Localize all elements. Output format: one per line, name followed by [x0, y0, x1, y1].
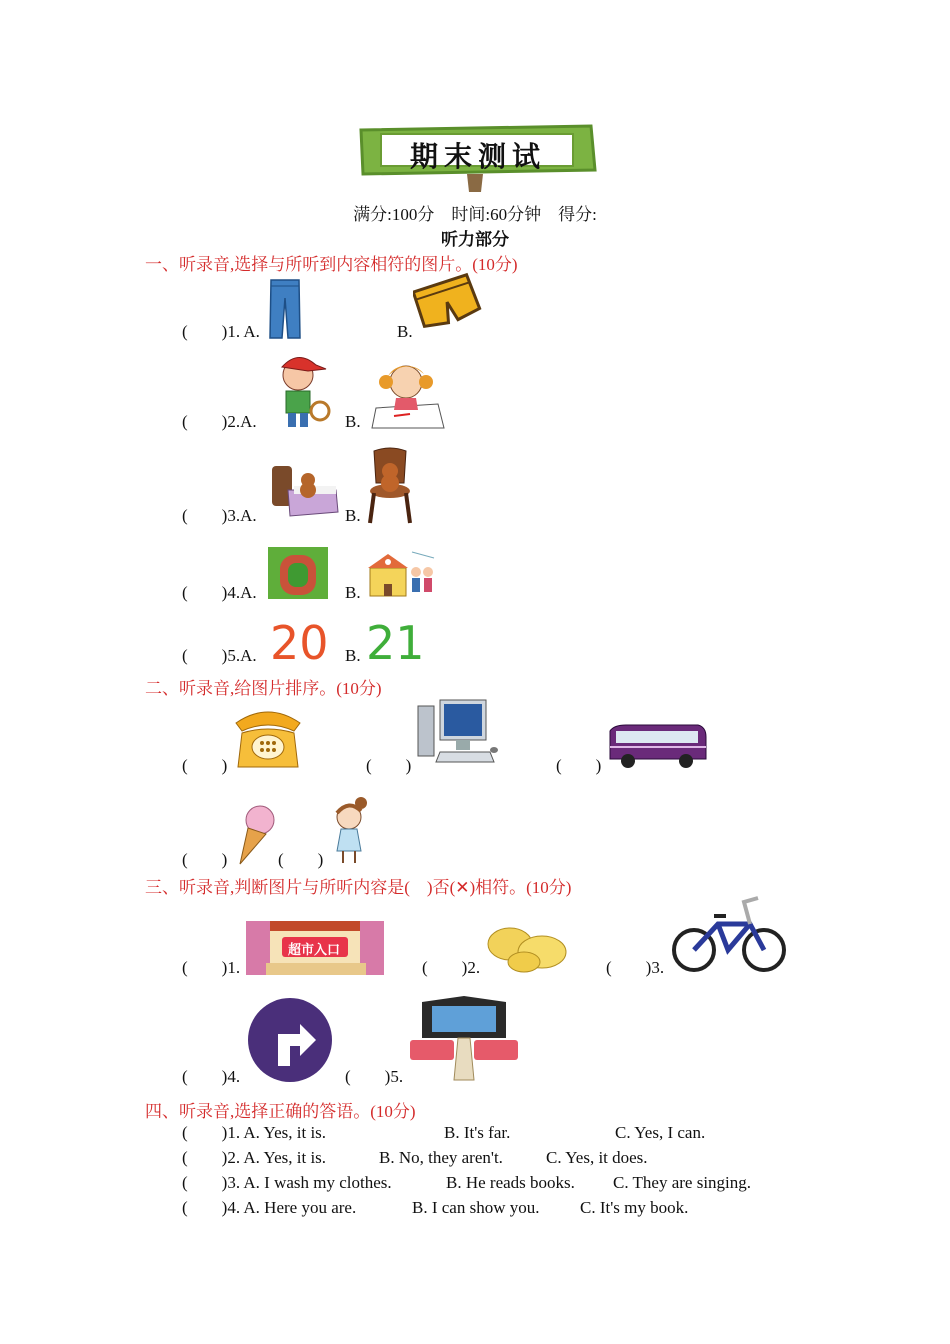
s1-item3-b: B. — [345, 506, 361, 525]
s1-item3-prefix: ( )3.A. — [182, 506, 257, 525]
s1-item2-b: B. — [345, 412, 361, 431]
bed-with-teddy-icon — [268, 460, 340, 524]
section1-heading: 一、听录音,选择与所听到内容相符的图片。(10分) — [145, 255, 518, 274]
girl-drawing-icon — [366, 352, 448, 430]
jeans-icon — [268, 278, 302, 340]
chair-with-teddy-icon — [364, 447, 416, 525]
s4-row2-b: B. No, they aren't. — [379, 1148, 503, 1167]
s3-item1: ( )1. — [182, 958, 241, 977]
s3-item2: ( )2. — [422, 958, 481, 977]
s2-blank4: ( ) — [182, 850, 228, 869]
page-title: 期末测试 — [409, 140, 546, 173]
s4-row1-c: C. Yes, I can. — [615, 1123, 706, 1142]
s3-item5: ( )5. — [345, 1067, 404, 1086]
number-21: 21 — [366, 616, 425, 670]
s4-row4-c: C. It's my book. — [580, 1198, 689, 1217]
s4-row1-q: ( )1. A. Yes, it is. — [182, 1123, 327, 1142]
bus-icon — [606, 721, 710, 771]
s1-item5-b: B. — [345, 646, 361, 665]
number-20: 20 — [270, 616, 329, 670]
bicycle-icon — [670, 894, 788, 976]
s1-item2-prefix: ( )2.A. — [182, 412, 257, 431]
boy-with-cap-icon — [268, 347, 332, 429]
s4-row3-q: ( )3. A. I wash my clothes. — [182, 1173, 392, 1192]
s2-blank3: ( ) — [556, 756, 602, 775]
s2-blank2: ( ) — [366, 756, 412, 775]
section4-heading: 四、听录音,选择正确的答语。(10分) — [145, 1102, 416, 1121]
s1-item4-b: B. — [345, 583, 361, 602]
s1-item1-b: B. — [397, 322, 413, 341]
supermarket-sign-text: 超市入口 — [288, 943, 341, 958]
turn-right-sign-icon — [246, 996, 334, 1084]
s4-row3-c: C. They are singing. — [613, 1173, 752, 1192]
s4-row2-c: C. Yes, it does. — [546, 1148, 648, 1167]
s4-row1-b: B. It's far. — [444, 1123, 511, 1142]
s1-item4-prefix: ( )4.A. — [182, 583, 257, 602]
s1-item5-prefix: ( )5.A. — [182, 646, 257, 665]
s4-row2-q: ( )2. A. Yes, it is. — [182, 1148, 327, 1167]
school-icon — [362, 548, 440, 598]
listening-part-label: 听力部分 — [441, 230, 509, 249]
s2-blank5: ( ) — [278, 850, 324, 869]
telephone-icon — [232, 707, 304, 771]
s4-row4-b: B. I can show you. — [412, 1198, 540, 1217]
s2-blank1: ( ) — [182, 756, 228, 775]
s3-item4: ( )4. — [182, 1067, 241, 1086]
ice-cream-icon — [228, 802, 280, 866]
cinema-icon — [408, 994, 520, 1082]
s1-item1-prefix: ( )1. A. — [182, 322, 260, 341]
girl-eating-icon — [327, 795, 373, 865]
s4-row3-b: B. He reads books. — [446, 1173, 575, 1192]
shorts-icon — [413, 272, 483, 338]
s3-item3: ( )3. — [606, 958, 665, 977]
potatoes-icon — [484, 922, 570, 974]
score-time-line: 满分:100分 时间:60分钟 得分: — [353, 205, 597, 224]
running-track-icon — [268, 547, 328, 599]
section3-heading: 三、听录音,判断图片与所听内容是( )否(✕)相符。(10分) — [145, 878, 572, 897]
s4-row4-q: ( )4. A. Here you are. — [182, 1198, 357, 1217]
section2-heading: 二、听录音,给图片排序。(10分) — [145, 679, 382, 698]
computer-icon — [416, 696, 500, 768]
